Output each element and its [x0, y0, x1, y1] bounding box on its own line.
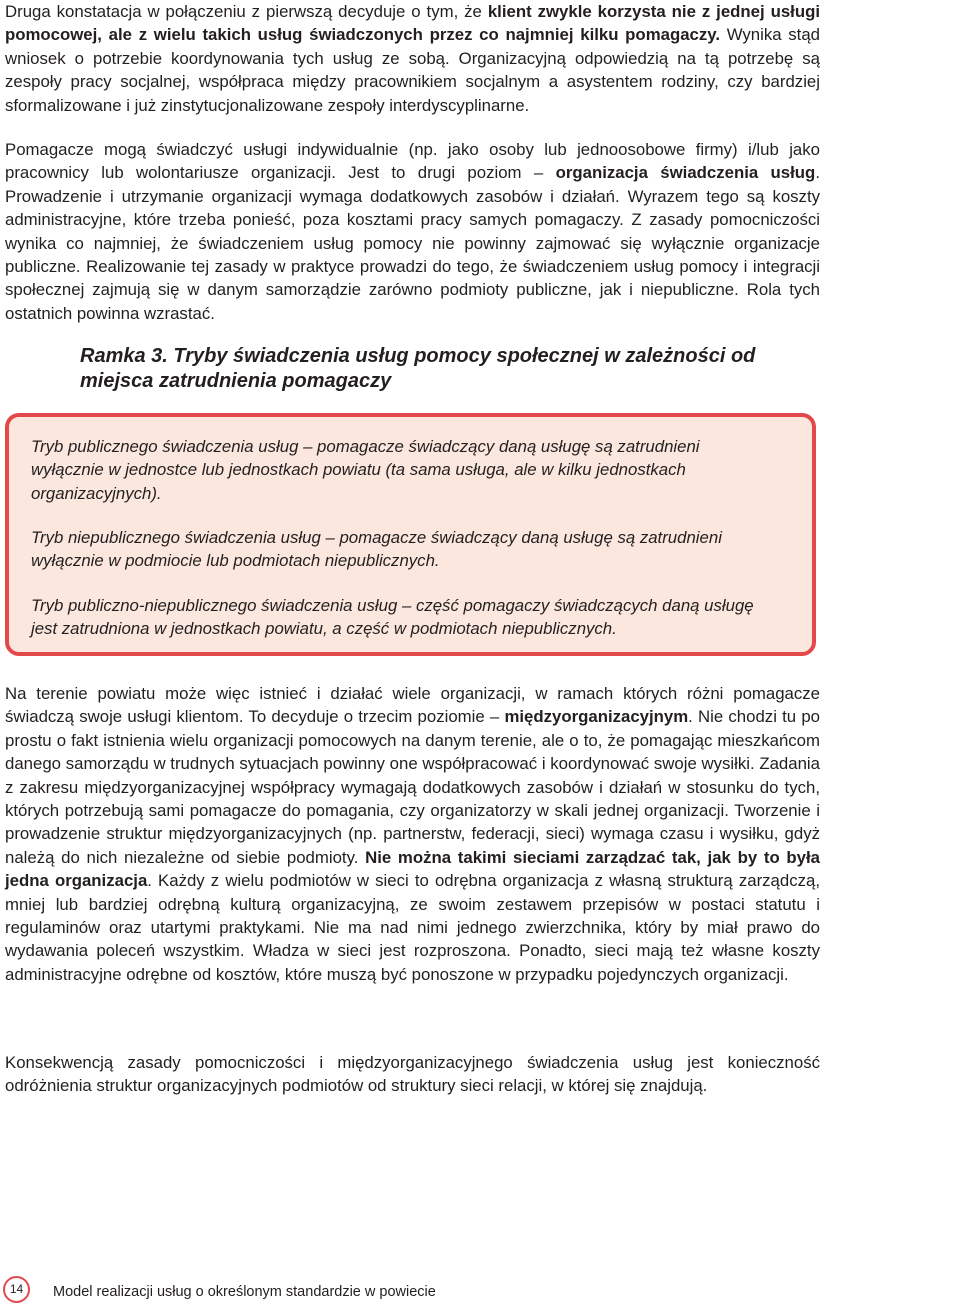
box-entry-public: Tryb publicznego świadczenia usług – pomagacze świadczący daną usługę są zatrudnieni wyłącznie w jednostce lub jednostkach powiatu (ta sama usługa, ale w kilku jednostkach organizacyjnych). — [31, 437, 700, 503]
running-footer-title: Model realizacji usług o określonym standardzie w powiecie — [53, 1284, 436, 1300]
text-run: Pomagacze mogą świadczyć usługi indywidualnie (np. jako osoby lub jednoosobowe firmy) i/lub jako pracownicy lub wolontariusze organizacji. Jest to drugi poziom – — [5, 140, 820, 183]
text-run: . Nie chodzi tu po prostu o fakt istnienia wielu organizacji pomocowych na danym terenie, ale o to, że pomagając mieszkańcom danego samorządu w trudnych sytuacjach powinny one współpracować i koordynować swoje wysiłki. Zadania z zakresu międzyorganizacyjnej współpracy wymagają dodatkowych zasobów i działań w stosunku do tych, których potrzebują sami pomagacze do pomagania, czy organizatorzy w skali jednej organizacji. Tworzenie i prowadzenie struktur międzyorganizacyjnych (np. partnerstw, federacji, sieci) wymaga czasu i wysiłku, gdyż należą do nich niezależne od siebie podmioty. — [5, 707, 820, 867]
info-box — [5, 413, 816, 656]
page-number: 14 — [3, 1276, 30, 1303]
paragraph-interorganizational-level — [5, 682, 820, 986]
text-run: Konsekwencją zasady pomocniczości i międzyorganizacyjnego świadczenia usług jest konieczność odróżnienia struktur organizacyjnych podmiotów od struktury sieci relacji, w której się znajdują. — [5, 1053, 820, 1096]
text-run: Wynika stąd wniosek o potrzebie koordynowania tych usług ze sobą. Organizacyjną odpowiedzią na tą potrzebę są zespoły pracy socjalnej, współpraca między pracownikiem socjalnym a asystentem rodziny, czy bardziej sformalizowane i już zinstytucjonalizowane zespoły interdyscyplinarne. — [5, 25, 820, 115]
paragraph-intro — [5, 0, 820, 117]
emphasized-text: Nie można takimi sieciami zarządzać tak, jak by to była jedna organizacja — [5, 847, 820, 891]
box-entry-mixed: Tryb publiczno-niepublicznego świadczenia usług – część pomagaczy świadczących daną usługę jest zatrudniona w jednostkach powiatu, a część w podmiotach niepublicznych. — [31, 596, 754, 639]
box-entry-nonpublic: Tryb niepublicznego świadczenia usług – pomagacze świadczący daną usługę są zatrudnieni wyłącznie w podmiocie lub podmiotach niepublicznych. — [31, 528, 722, 571]
paragraph-organization-level — [5, 138, 820, 325]
emphasized-text: organizacja świadczenia usług — [555, 163, 816, 183]
paragraph-conclusion — [5, 1051, 820, 1098]
text-run: Na terenie powiatu może więc istnieć i działać wiele organizacji, w ramach których różni pomagacze świadczą swoje usługi klientom. To decyduje o trzecim poziomie – — [5, 684, 820, 727]
text-run: . Prowadzenie i utrzymanie organizacji wymaga dodatkowych zasobów i działań. Wyrazem tego są koszty administracyjne, które trzeba ponieść, poza kosztami pracy samych pomagaczy. Z zasady pomocniczości wynika co najmniej, że świadczeniem usług pomocy nie powinny zajmować się wyłącznie organizacje publiczne. Realizowanie tej zasady w praktyce prowadzi do tego, że świadczeniem usług pomocy i integracji społecznej zajmują się w danym samorządzie zarówno podmioty publiczne, jak i niepubliczne. Rola tych ostatnich powinna wzrastać. — [5, 163, 820, 323]
box-title: Ramka 3. Tryby świadczenia usług pomocy społecznej w zależności od miejsca zatrudnienia pomagaczy — [80, 345, 756, 392]
text-run: . Każdy z wielu podmiotów w sieci to odrębna organizacja z własną strukturą zarządczą, mniej lub bardziej odrębną kulturą organizacyjną, ze swoim zestawem przepisów w postaci statutu i regulaminów oraz utartymi praktykami. Nie ma nad nimi jednego zwierzchnika, który by miał prawo do wydawania poleceń wszystkim. Władza w sieci jest rozproszona. Ponadto, sieci mają też własne koszty administracyjne odrębne od kosztów, które muszą być ponoszone w przypadku pojedynczych organizacji. — [5, 871, 820, 984]
text-run: Druga konstatacja w połączeniu z pierwszą decyduje o tym, że — [5, 2, 488, 21]
emphasized-text: międzyorganizacyjnym — [504, 707, 689, 727]
emphasized-text: klient zwykle korzysta nie z jednej usługi pomocowej, ale z wielu takich usług świadczonych przez co najmniej kilku pomagaczy. — [5, 2, 820, 45]
